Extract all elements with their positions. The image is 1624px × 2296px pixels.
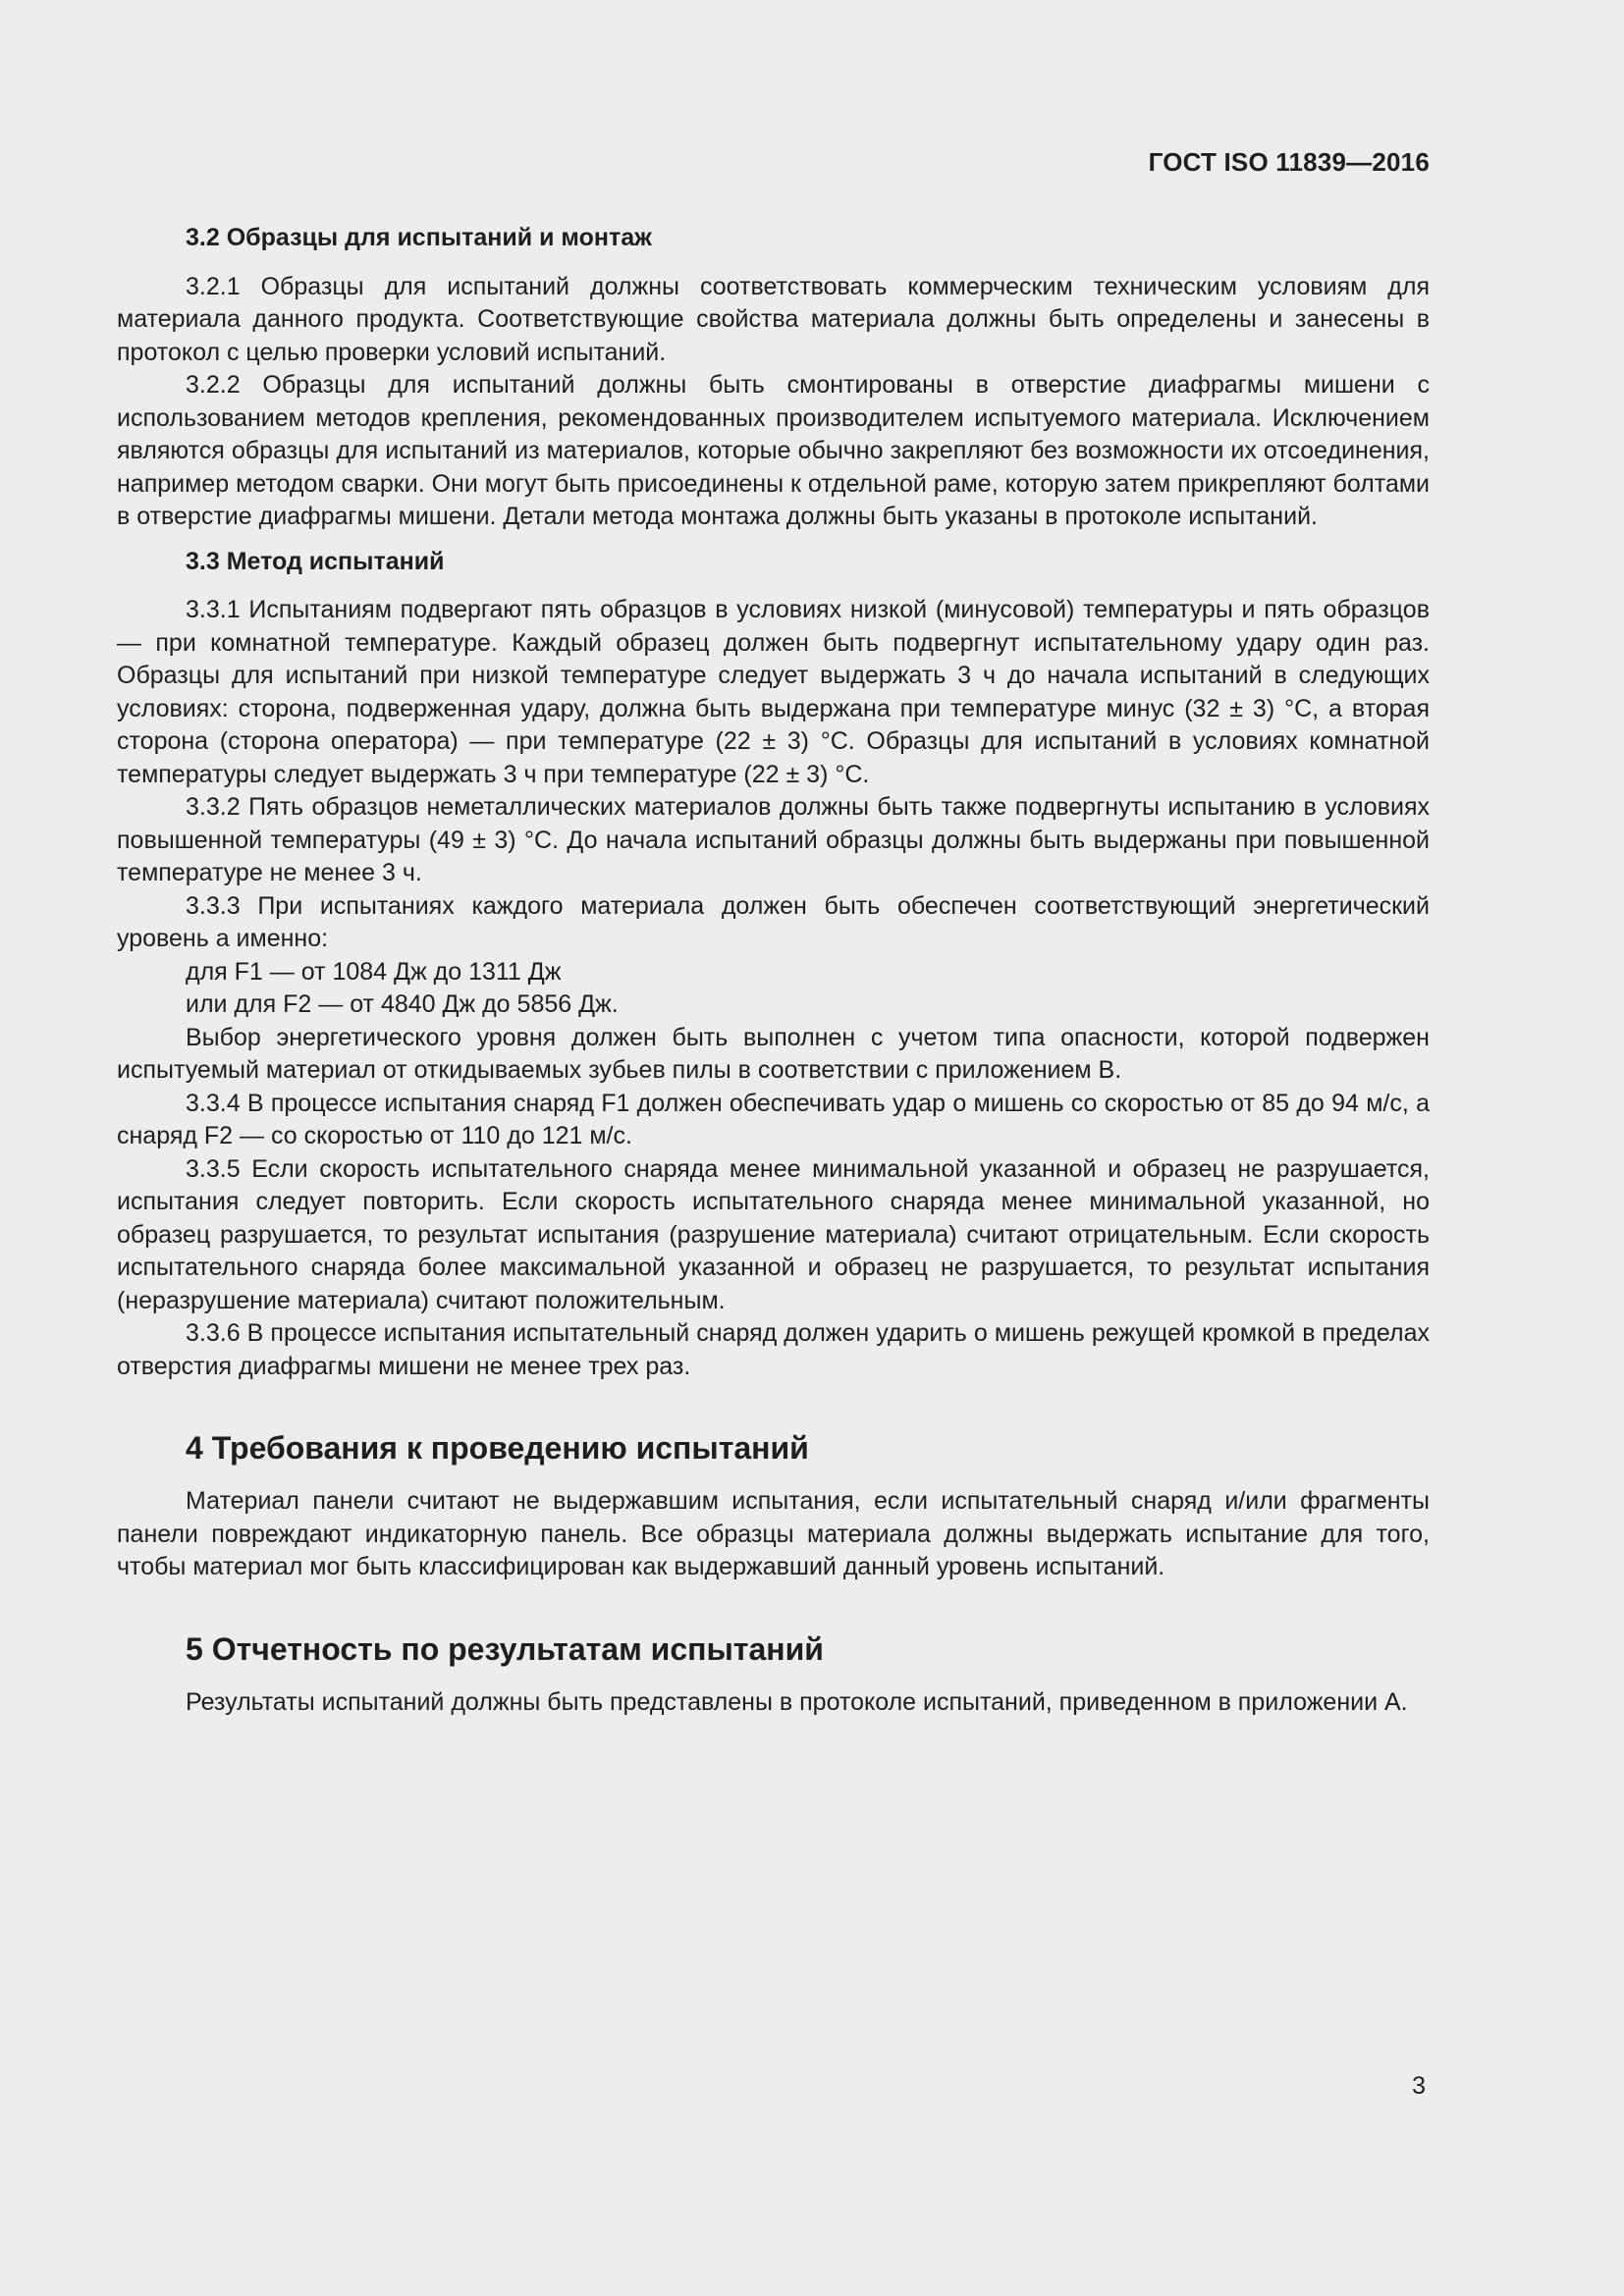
paragraph-3-3-3: 3.3.3 При испытаниях каждого материала должен быть обеспечен соответствующий энергетический уровень а именно: [117, 891, 1430, 952]
paragraph-3-3-2: 3.3.2 Пять образцов неметаллических материалов должны быть также подвергнуты испытанию в условиях повышенной температуры (49 ± 3) °C. До начала испытаний образцы должны быть выдержаны при повышенной температуре не менее 3 ч. [117, 793, 1430, 886]
paragraph-section-5: Результаты испытаний должны быть представлены в протоколе испытаний, приведенном в приложении А. [186, 1687, 1408, 1716]
paragraph-3-3-4: 3.3.4 В процессе испытания снаряд F1 должен обеспечивать удар о мишень со скоростью от 85 до 94 м/с, а снаряд F2 — со скоростью от 110 до 121 м/с. [117, 1089, 1430, 1149]
paragraph-3-3-3-continued: Выбор энергетического уровня должен быть выполнен с учетом типа опасности, которой подвержен испытуемый материал от откидываемых зубьев пилы в соответствии с приложением В. [117, 1023, 1430, 1084]
section-heading-4: 4 Требования к проведению испытаний [186, 1430, 809, 1466]
subsection-heading-3-2: 3.2 Образцы для испытаний и монтаж [186, 224, 652, 251]
paragraph-3-3-6: 3.3.6 В процессе испытания испытательный снаряд должен ударить о мишень режущей кромкой в пределах отверстия диафрагмы мишени не менее трех раз. [117, 1319, 1430, 1380]
paragraph-3-3-5: 3.3.5 Если скорость испытательного снаряда менее минимальной указанной и образец не разрушается, испытания следует повторить. Если скорость испытательного снаряда менее минимальной указанной, но образец разрушается, то результат испытания (разрушение материала) считают отрицательным. Если скорость испытательного снаряда более максимальной указанной и образец не разрушается, то результат испытания (неразрушение материала) считают положительным. [117, 1154, 1430, 1314]
document-code-header: ГОСТ ISO 11839—2016 [1148, 147, 1430, 177]
section-heading-5: 5 Отчетность по результатам испытаний [186, 1630, 824, 1667]
paragraph-section-4: Материал панели считают не выдержавшим испытания, если испытательный снаряд и/или фрагменты панели повреждают индикаторную панель. Все образцы материала должны выдержать испытание для того, чтобы материал мог быть классифицирован как выдержавший данный уровень испытаний. [117, 1487, 1430, 1580]
page-number: 3 [1412, 2072, 1426, 2100]
paragraph-3-3-1: 3.3.1 Испытаниям подвергают пять образцов в условиях низкой (минусовой) температуры и пять образцов — при комнатной температуре. Каждый образец должен быть подвергнут испытательному удару один раз. Образцы для испытаний при низкой температуре следует выдержать 3 ч до начала испытаний в следующих условиях: сторона, подверженная удару, должна быть выдержана при температуре минус (32 ± 3) °C, а вторая сторона (сторона оператора) — при температуре (22 ± 3) °C. Образцы для испытаний в условиях комнатной температуры следует выдержать 3 ч при температуре (22 ± 3) °C. [117, 596, 1430, 788]
subsection-heading-3-3: 3.3 Метод испытаний [186, 547, 445, 575]
energy-level-item-f1: для F1 — от 1084 Дж до 1311 Дж [186, 957, 562, 986]
paragraph-3-2-1: 3.2.1 Образцы для испытаний должны соответствовать коммерческим техническим условиям для материала данного продукта. Соответствующие свойства материала должны быть определены и занесены в протокол с целью проверки условий испытаний. [117, 272, 1430, 366]
document-body [117, 222, 1430, 1719]
paragraph-3-2-2: 3.2.2 Образцы для испытаний должны быть смонтированы в отверстие диафрагмы мишени с использованием методов крепления, рекомендованных производителем испытуемого материала. Исключением являются образцы для испытаний из материалов, которые обычно закрепляют без возможности их отсоединения, например методом сварки. Они могут быть присоединены к отдельной раме, которую затем прикрепляют болтами в отверстие диафрагмы мишени. Детали метода монтажа должны быть указаны в протоколе испытаний. [117, 371, 1430, 530]
energy-level-item-f2: или для F2 — от 4840 Дж до 5856 Дж. [186, 990, 619, 1018]
